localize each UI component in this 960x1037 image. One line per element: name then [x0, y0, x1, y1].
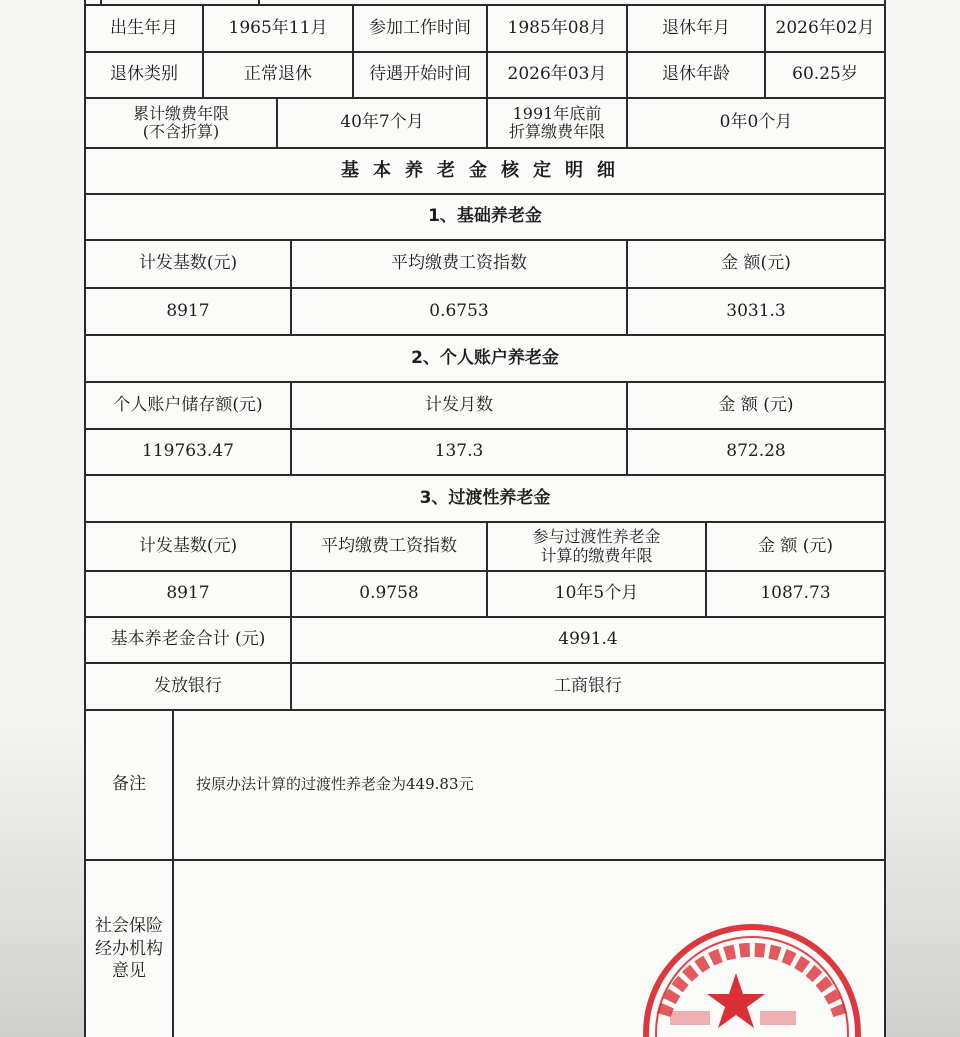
- total-value: 4991.4: [292, 618, 886, 664]
- benefit-start-label: 待遇开始时间: [354, 53, 488, 99]
- remarks-value: 按原办法计算的过渡性养老金为449.83元: [174, 711, 886, 861]
- transitional-col-amount: 金 额 (元): [707, 523, 886, 572]
- retire-age-label: 退休年龄: [628, 53, 766, 99]
- retire-date-value: 2026年02月: [766, 6, 886, 53]
- personal-col-balance: 个人账户储存额(元): [86, 383, 292, 430]
- detail-title: 基本养老金核定明细: [86, 149, 886, 195]
- official-seal-stamp: [640, 915, 880, 1037]
- basic-index-value: 0.6753: [292, 289, 628, 336]
- bank-value: 工商银行: [292, 664, 886, 711]
- transitional-col-index: 平均缴费工资指数: [292, 523, 488, 572]
- retire-date-label: 退休年月: [628, 6, 766, 53]
- total-years-label: [86, 99, 278, 149]
- transitional-col-base: 计发基数(元): [86, 523, 292, 572]
- total-years-value: 40年7个月: [278, 99, 488, 149]
- birth-value: 1965年11月: [204, 6, 354, 53]
- opinion-label-line2: 经办机构: [95, 938, 163, 959]
- pre1991-label: [488, 99, 628, 149]
- retire-type-label: 退休类别: [86, 53, 204, 99]
- transitional-pension-title: 3、过渡性养老金: [86, 476, 886, 523]
- pre1991-label-line2: 折算缴费年限: [508, 122, 605, 141]
- personal-col-amount: 金 额 (元): [628, 383, 886, 430]
- basic-amount-value: 3031.3: [628, 289, 886, 336]
- basic-col-index: 平均缴费工资指数: [292, 241, 628, 289]
- transitional-col-years: [488, 523, 707, 572]
- table-left-border: [84, 0, 86, 1037]
- transitional-years-value: 10年5个月: [488, 572, 707, 618]
- remarks-label: 备注: [86, 711, 174, 861]
- total-label: 基本养老金合计 (元): [86, 618, 292, 664]
- total-years-label-line2: (不含折算): [142, 122, 220, 141]
- retire-type-value: 正常退休: [204, 53, 354, 99]
- transitional-col-years-line1: 参与过渡性养老金: [532, 527, 661, 547]
- bank-label: 发放银行: [86, 664, 292, 711]
- personal-amount-value: 872.28: [628, 430, 886, 476]
- personal-months-value: 137.3: [292, 430, 628, 476]
- transitional-base-value: 8917: [86, 572, 292, 618]
- personal-col-months: 计发月数: [292, 383, 628, 430]
- retire-age-value: 60.25岁: [766, 53, 886, 99]
- total-years-label-line1: 累计缴费年限: [132, 103, 229, 123]
- transitional-index-value: 0.9758: [292, 572, 488, 618]
- pre1991-value: 0年0个月: [628, 99, 886, 149]
- table-top-border: [84, 4, 886, 6]
- transitional-amount-value: 1087.73: [707, 572, 886, 618]
- work-start-label: 参加工作时间: [354, 6, 488, 53]
- personal-balance-value: 119763.47: [86, 430, 292, 476]
- transitional-col-years-line2: 计算的缴费年限: [540, 545, 653, 565]
- opinion-label-line3: 意见: [112, 961, 146, 982]
- basic-pension-title: 1、基础养老金: [86, 195, 886, 241]
- birth-label: 出生年月: [86, 6, 204, 53]
- benefit-start-value: 2026年03月: [488, 53, 628, 99]
- opinion-label-line1: 社会保险: [95, 915, 163, 936]
- opinion-label: [86, 861, 174, 1037]
- table-right-border: [884, 0, 886, 1037]
- basic-col-amount: 金 额(元): [628, 241, 886, 289]
- personal-pension-title: 2、个人账户养老金: [86, 336, 886, 383]
- work-start-value: 1985年08月: [488, 6, 628, 53]
- basic-base-value: 8917: [86, 289, 292, 336]
- pre1991-label-line1: 1991年底前: [512, 103, 602, 123]
- basic-col-base: 计发基数(元): [86, 241, 292, 289]
